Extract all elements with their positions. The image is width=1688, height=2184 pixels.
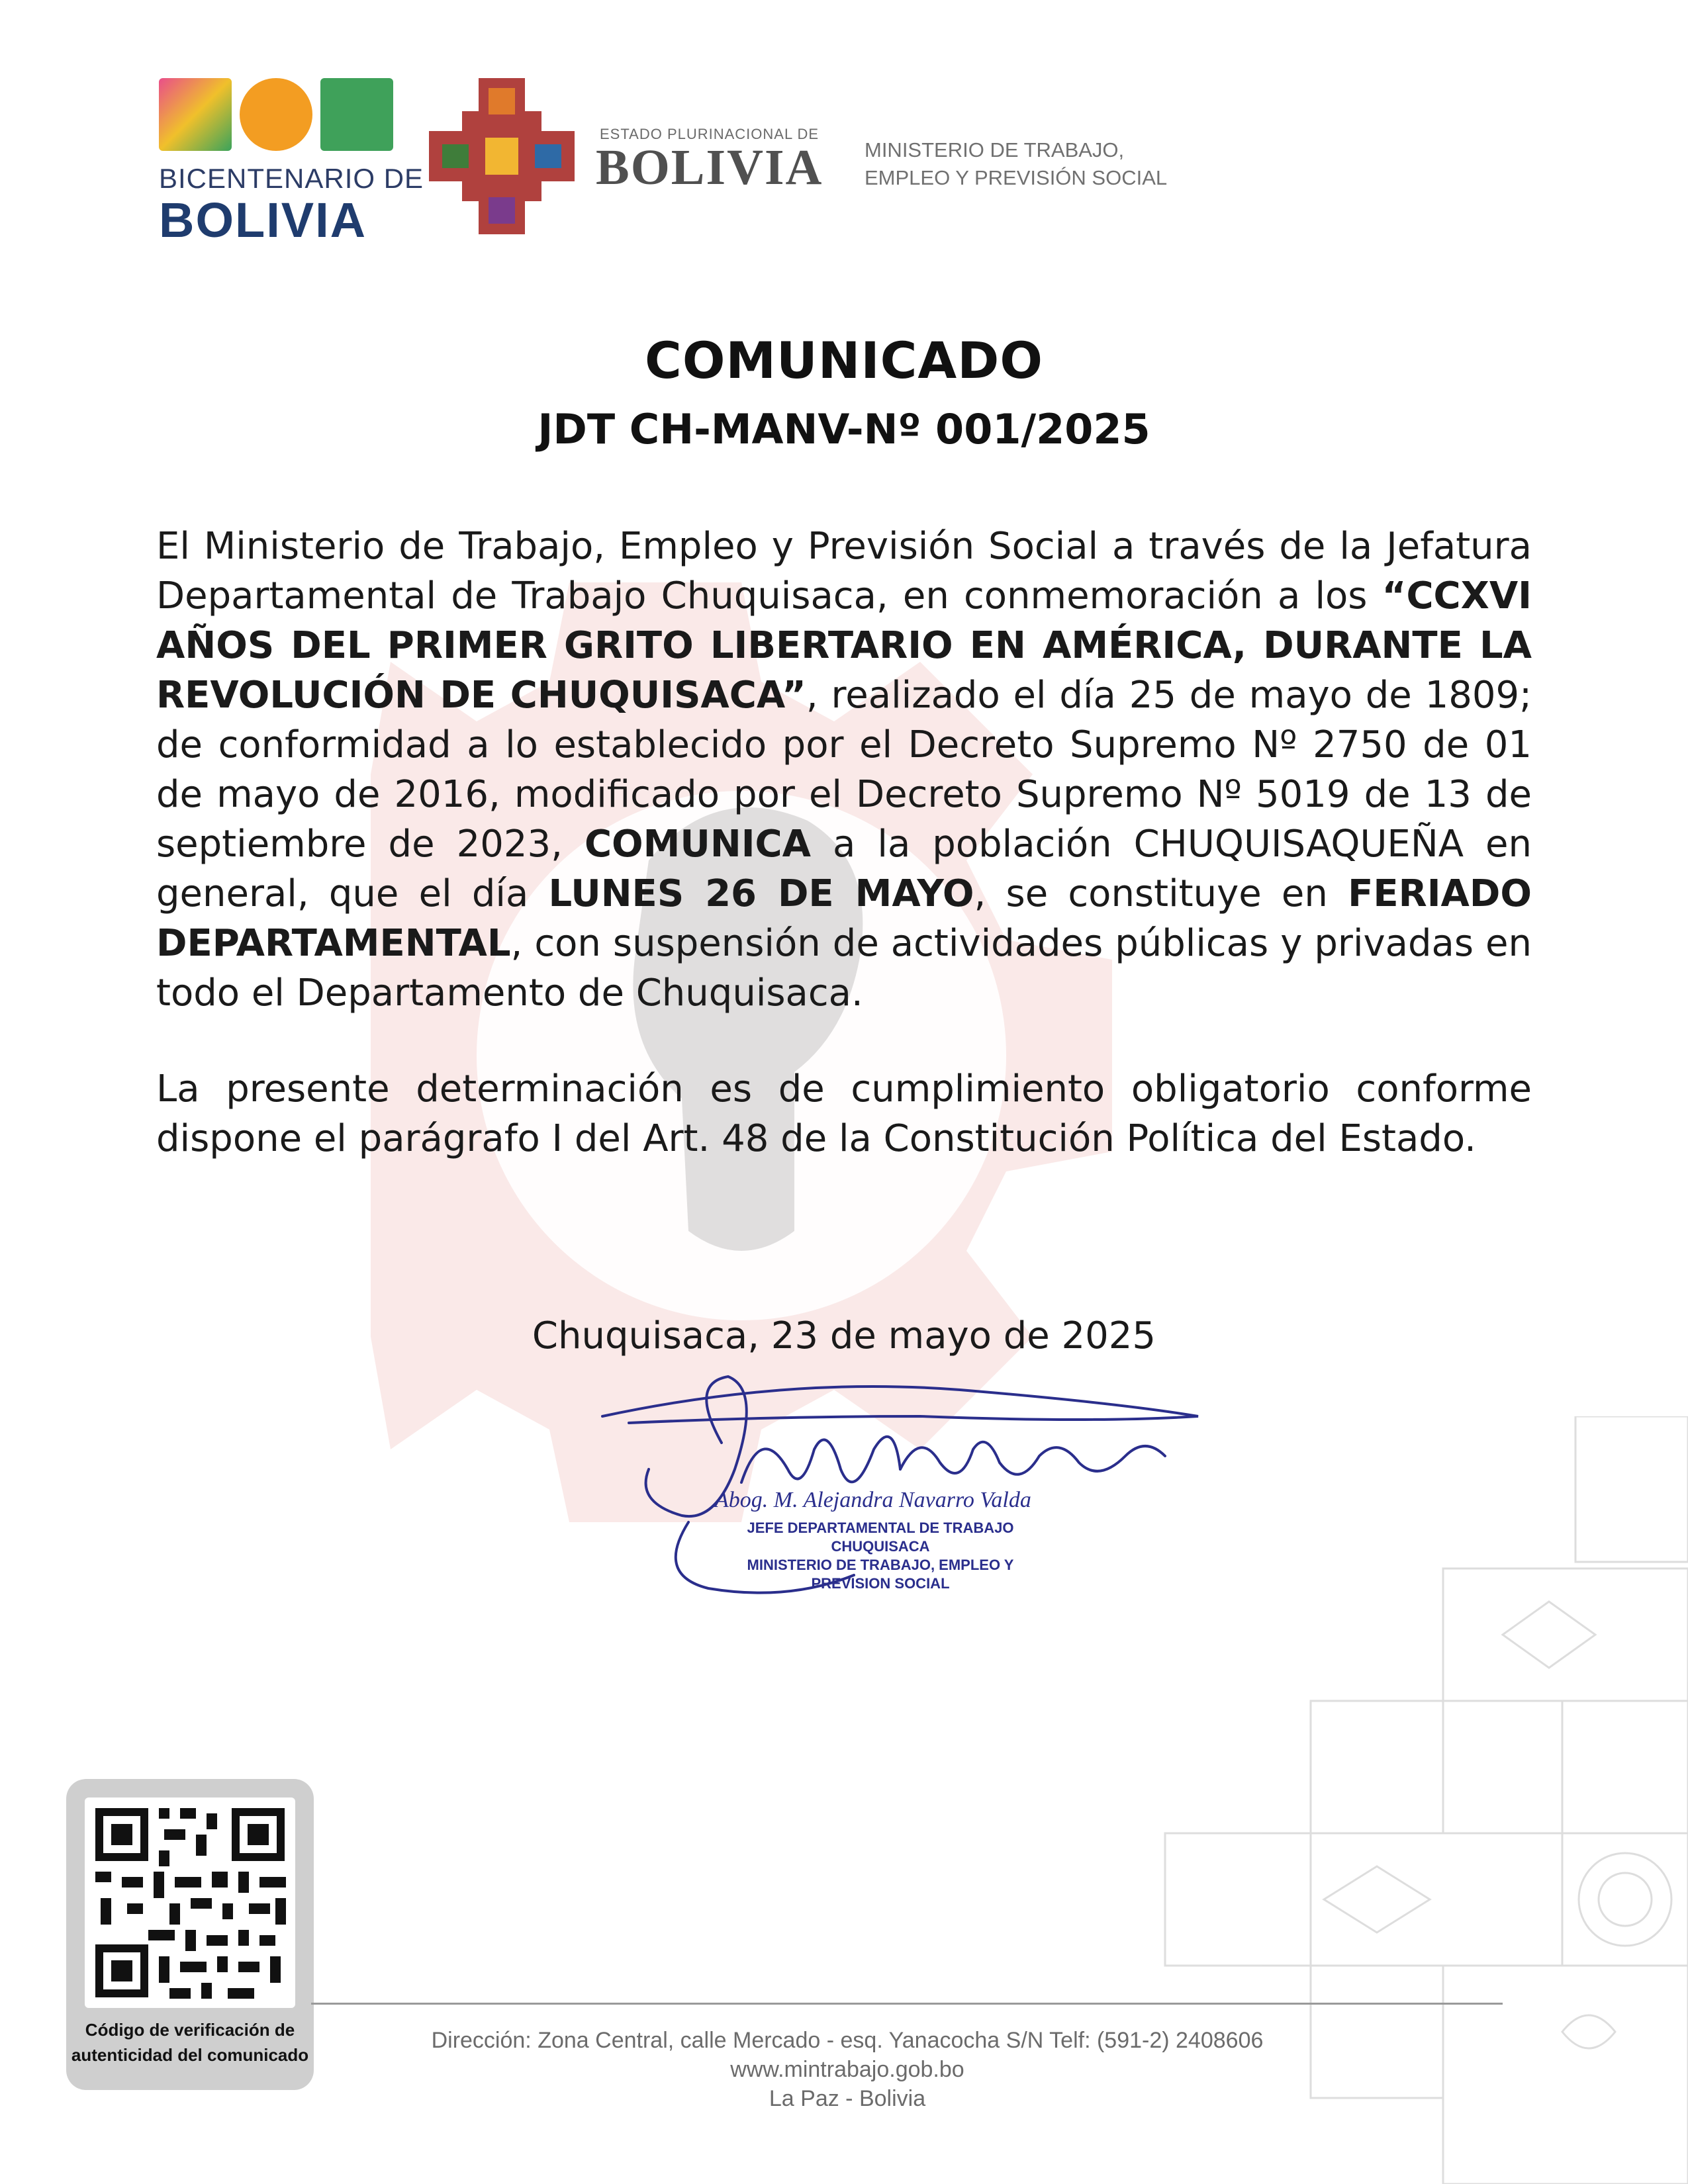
body-paragraph-2: La presente determinación es de cumplimiento obligatorio conforme dispone el parágrafo I del Art. 48 de la Constitución Política del Estado. [156, 1068, 1532, 1160]
p1-text-a: El Ministerio de Trabajo, Empleo y Previsión Social a través de la Jefatura Departamental de Trabajo Chuquisaca, en conmemoración a los [156, 525, 1532, 617]
p1-feriado-bold: FERIADO DEPARTAMENTAL [156, 872, 1532, 965]
bicentenario-big-text: BOLIVIA [159, 193, 367, 248]
footer-city: La Paz - Bolivia [769, 2086, 926, 2111]
qr-code-graphic [85, 1797, 295, 2008]
stamp-line-1: JEFE DEPARTAMENTAL DE TRABAJO [747, 1520, 1014, 1536]
footer-address: Dirección: Zona Central, calle Mercado - esq. Yanacocha S/N Telf: (591-2) 2408606 [431, 2028, 1264, 2053]
qr-caption-line-2: autenticidad del comunicado [71, 2045, 309, 2065]
bicentenario-small-text: BICENTENARIO DE [159, 163, 424, 194]
p1-anniversary-bold: “CCXVI AÑOS DEL PRIMER GRITO LIBERTARIO EN AMÉRICA, DURANTE LA REVOLUCIÓN DE CHUQUISACA” [156, 574, 1532, 717]
bicentenario-logo [159, 78, 424, 248]
p1-text-c: , realizado el día 25 de mayo de 1809; de conformidad a lo establecido por el Decreto Supremo Nº 2750 de 01 de mayo de 2016, modificado por el Decreto Supremo Nº 5019 de 13 de septiembre de 2023, [156, 674, 1532, 866]
ministerio-line-2: EMPLEO Y PREVISIÓN SOCIAL [865, 166, 1168, 189]
stamp-line-3: MINISTERIO DE TRABAJO, EMPLEO Y [747, 1557, 1014, 1573]
bicentenario-logo-block-1 [159, 78, 232, 151]
bicentenario-logo-block-3 [320, 78, 393, 151]
qr-code[interactable] [85, 1797, 295, 2008]
bolivia-wordmark: BOLIVIA [596, 140, 823, 195]
ministerio-line-1: MINISTERIO DE TRABAJO, [865, 138, 1125, 161]
document-title: COMUNICADO [645, 331, 1043, 390]
ministerio-logo-text [865, 136, 1167, 192]
footer-website-link[interactable]: www.mintrabajo.gob.bo [730, 2057, 964, 2082]
document-number: JDT CH-MANV-Nº 001/2025 [538, 405, 1150, 453]
body-paragraph-1 [156, 522, 1532, 1018]
stamp-official-name: Abog. M. Alejandra Navarro Valda [715, 1488, 1031, 1512]
chakana-emblem [429, 78, 575, 234]
qr-caption [66, 2017, 314, 2068]
bicentenario-logo-block-2 [240, 78, 312, 151]
stamp-line-4: PREVISION SOCIAL [811, 1575, 950, 1592]
p1-date-bold: LUNES 26 DE MAYO [548, 872, 974, 915]
p1-text-i: , con suspensión de actividades públicas y privadas en todo el Departamento de Chuquisaca. [156, 922, 1532, 1015]
qr-caption-line-1: Código de verificación de [85, 2020, 295, 2040]
date-line: Chuquisaca, 23 de mayo de 2025 [532, 1314, 1156, 1357]
p1-text-g: , se constituye en [974, 872, 1348, 915]
p1-text-e: a la población CHUQUISAQUEÑA en general, que el día [156, 823, 1532, 915]
footer-divider [311, 2003, 1503, 2005]
p1-comunica-bold: COMUNICA [584, 823, 811, 866]
qr-verification-card [66, 1779, 314, 2090]
stamp-line-2: CHUQUISACA [831, 1538, 930, 1555]
estado-plurinacional-text: ESTADO PLURINACIONAL DE [600, 126, 820, 142]
